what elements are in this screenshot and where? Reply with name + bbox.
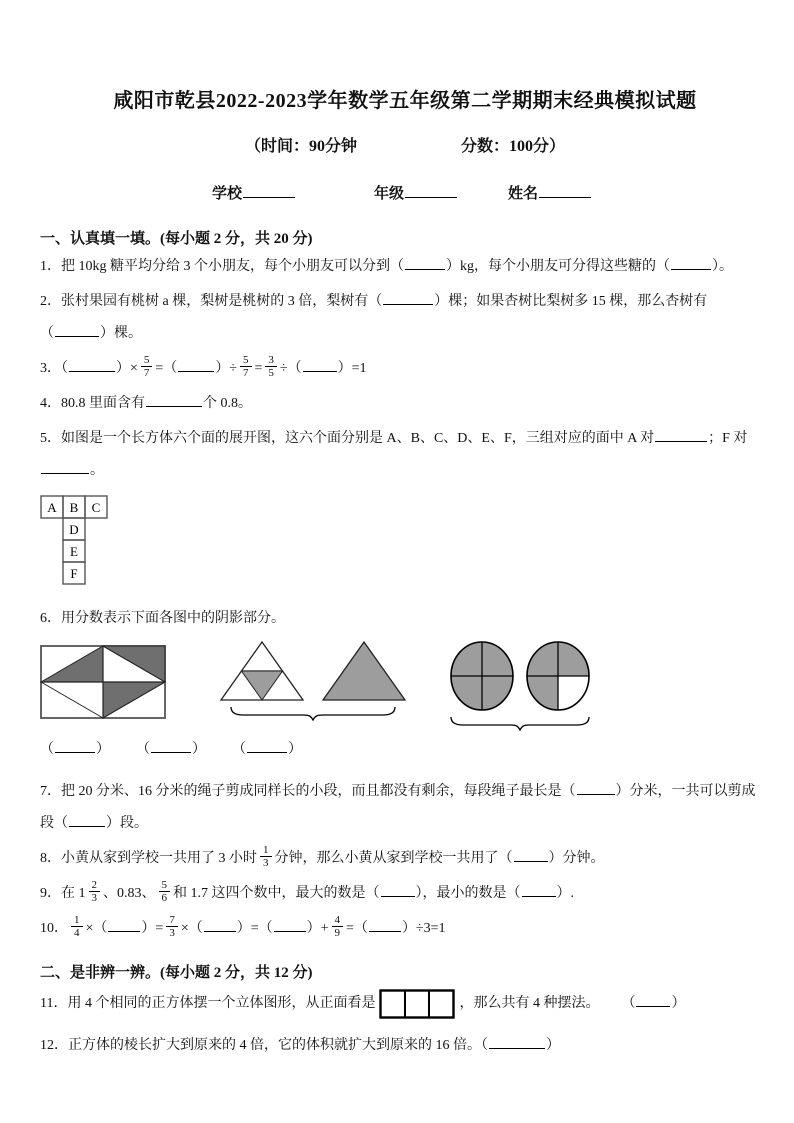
text-run: ）段。: [106, 816, 148, 831]
answer-blank: [69, 358, 115, 372]
text-run: 段（: [40, 816, 68, 831]
question-6: [40, 603, 770, 635]
answer-blank: [55, 739, 95, 753]
fraction: $\frac{3}{5}$: [265, 354, 277, 380]
text-run: ）。: [712, 259, 733, 274]
question-6-answer-blanks: [40, 734, 770, 766]
answer-blank: [274, 918, 306, 932]
text-run: 10．: [40, 921, 68, 936]
answer-blank: [146, 393, 202, 407]
text-run: （: [621, 996, 636, 1011]
text-run: ）棵。: [100, 326, 142, 341]
text-run: ）kg，每个小朋友可分得这些糖的（: [446, 259, 670, 274]
text-run: ；F 对: [708, 431, 748, 446]
answer-blank: [303, 358, 337, 372]
question-4: [40, 388, 770, 420]
text-run: =（: [155, 361, 178, 376]
spacer: [110, 752, 136, 753]
text-run: （: [232, 742, 246, 757]
text-run: 1．把 10kg 糖平均分给 3 个小朋友，每个小朋友可以分到（: [40, 259, 404, 274]
answer-blank: [636, 993, 670, 1007]
fraction: $\frac{1}{4}$: [71, 914, 83, 940]
text-run: ）+: [306, 921, 329, 936]
fraction: $\frac{4}{9}$: [332, 914, 344, 940]
answer-blank: [577, 781, 615, 795]
underbrace-icon: [229, 705, 397, 721]
question-6-figures: [40, 639, 770, 731]
three-quarter-shaded-circle-icon: [524, 639, 592, 713]
question-11: [40, 988, 770, 1020]
answer-blank: [405, 256, 445, 270]
question-12: [40, 1030, 770, 1062]
fully-shaded-circle-icon: [448, 639, 516, 713]
fraction: $\frac{5}{7}$: [141, 354, 153, 380]
score-label: 分数：100分）: [461, 138, 566, 155]
answer-blank: [383, 291, 433, 305]
question-5: [40, 423, 770, 487]
text-run: 分钟，那么小黄从家到学校一共用了（: [274, 851, 513, 866]
answer-blank: [655, 428, 707, 442]
text-run: 个 0.8。: [203, 396, 252, 411]
underbrace-icon: [449, 715, 591, 731]
text-run: 9．在 1: [40, 886, 86, 901]
text-run: ×（: [85, 921, 108, 936]
fraction: $\frac{7}{3}$: [166, 914, 178, 940]
text-run: 12．正方体的棱长扩大到原来的 4 倍，它的体积就扩大到原来的 16 倍。（: [40, 1038, 488, 1053]
text-run: ）=（: [236, 921, 273, 936]
net-cell-e: E: [70, 544, 78, 559]
circles-shading-figure: [448, 639, 592, 731]
exam-title: 咸阳市乾县2022-2023学年数学五年级第二学期期末经典模拟试题: [113, 90, 697, 112]
text-run: 。: [90, 463, 104, 478]
answer-blank: [671, 256, 711, 270]
answer-blank: [151, 739, 191, 753]
answer-blank: [108, 918, 140, 932]
cuboid-net-figure: [40, 495, 770, 589]
answer-blank: [514, 848, 548, 862]
net-cell-f: F: [70, 566, 78, 581]
spacer: [599, 1006, 621, 1007]
answer-blank: [41, 460, 89, 474]
text-run: =: [254, 361, 263, 376]
signature-line: [40, 182, 770, 203]
answer-blank: [381, 883, 415, 897]
cuboid-net-icon: [40, 495, 110, 587]
question-1: [40, 251, 770, 283]
text-run: 5．如图是一个长方体六个面的展开图，这六个面分别是 A、B、C、D、E、F，三组对应的面中 A 对: [40, 431, 655, 446]
filled-triangle-icon: [320, 639, 408, 703]
exam-meta: [40, 133, 770, 156]
text-run: ×（: [180, 921, 203, 936]
answer-blank: [539, 184, 591, 198]
text-run: ）÷: [215, 361, 237, 376]
text-run: ）: [96, 742, 110, 757]
fraction: $\frac{2}{3}$: [89, 879, 101, 905]
front-view-squares-icon: [379, 989, 455, 1019]
answer-blank: [247, 739, 287, 753]
shaded-triangle: [323, 642, 405, 700]
answer-blank: [405, 184, 457, 198]
answer-blank: [243, 184, 295, 198]
text-run: ）棵；如果杏树比梨树多 15 棵，那么杏树有: [434, 294, 708, 309]
text-run: ）: [288, 742, 302, 757]
fraction: $\frac{1}{3}$: [260, 844, 272, 870]
text-run: 2．张村果园有桃树 a 棵，梨树是桃树的 3 倍，梨树有（: [40, 294, 383, 309]
text-run: 姓名: [508, 186, 539, 202]
fraction: $\frac{5}{6}$: [159, 879, 171, 905]
section-one-heading: 一、认真填一填。(每小题 2 分，共 20 分): [40, 231, 313, 247]
spacer: [458, 197, 508, 198]
rectangle-shading-icon: [40, 645, 166, 719]
text-run: ）分米，一共可以剪成: [615, 784, 756, 799]
text-run: ）分钟。: [548, 851, 605, 866]
text-run: 、0.83、: [103, 886, 156, 901]
question-3: [40, 353, 770, 385]
text-run: （: [136, 742, 150, 757]
text-run: 7．把 20 分米、16 分米的绳子剪成同样长的小段，而且都没有剩余，每段绳子最长是（: [40, 784, 576, 799]
question-7: [40, 776, 770, 840]
text-run: 11．用 4 个相同的正方体摆一个立体图形，从正面看是: [40, 996, 376, 1011]
spacer: [206, 752, 232, 753]
rectangle-shading-figure: [40, 645, 166, 724]
shaded-triangle: [41, 646, 103, 682]
front-view-squares-figure: [375, 996, 459, 1011]
spacer: [296, 197, 374, 198]
text-run: 3．（: [40, 361, 68, 376]
text-run: ）÷3=1: [401, 921, 446, 936]
text-run: ）=1: [337, 361, 367, 376]
fraction: $\frac{5}{7}$: [240, 354, 252, 380]
text-run: ）=: [141, 921, 164, 936]
text-run: ）×: [116, 361, 138, 376]
net-cell-b: B: [69, 500, 79, 515]
text-run: =（: [346, 921, 368, 936]
triangles-shading-figure: [218, 639, 408, 721]
answer-blank: [204, 918, 236, 932]
text-run: ）: [546, 1038, 560, 1053]
net-cell-d: D: [69, 522, 79, 537]
text-run: ），最小的数是（: [415, 886, 521, 901]
question-10: [40, 913, 770, 945]
text-run: 4．80.8 里面含有: [40, 396, 145, 411]
text-run: 8．小黄从家到学校一共用了 3 小时: [40, 851, 257, 866]
text-run: ）: [192, 742, 206, 757]
text-run: 和 1.7 这四个数中，最大的数是（: [173, 886, 380, 901]
question-2: [40, 286, 770, 350]
answer-blank: [55, 323, 99, 337]
text-run: 学校: [212, 186, 243, 202]
text-run: ）.: [556, 886, 574, 901]
question-9: [40, 878, 770, 910]
text-run: 6．用分数表示下面各图中的阴影部分。: [40, 611, 285, 626]
text-run: ÷（: [279, 361, 302, 376]
answer-blank: [489, 1035, 545, 1049]
question-8: [40, 843, 770, 875]
text-run: ，那么共有 4 种摆法。: [459, 996, 600, 1011]
text-run: ）: [671, 996, 686, 1011]
subdivided-triangle-icon: [218, 639, 306, 703]
answer-blank: [369, 918, 401, 932]
time-limit-label: （时间：90分钟: [244, 138, 357, 155]
section-two-heading: 二、是非辨一辨。(每小题 2 分，共 12 分): [40, 965, 313, 981]
answer-blank: [69, 813, 105, 827]
answer-blank: [178, 358, 214, 372]
text-run: 年级: [374, 186, 405, 202]
net-cell-a: A: [47, 500, 57, 515]
answer-blank: [522, 883, 556, 897]
net-cell-c: C: [91, 500, 101, 515]
text-run: （: [40, 326, 54, 341]
text-run: （: [40, 742, 54, 757]
